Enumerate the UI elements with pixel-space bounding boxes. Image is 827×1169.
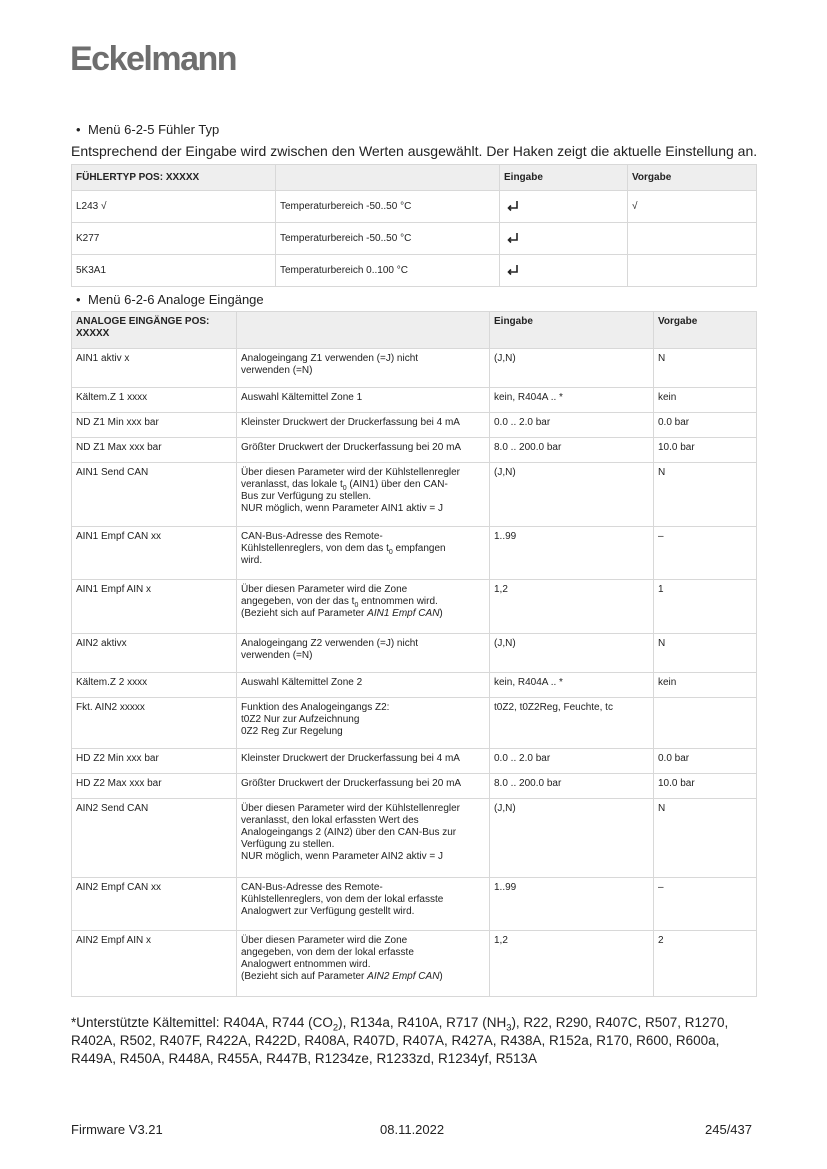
description-line: (Bezieht sich auf Parameter AIN1 Empf CAN) <box>241 608 443 619</box>
default-value-cell: 2 <box>654 931 757 997</box>
parameter-description-cell <box>237 878 490 931</box>
default-cell <box>628 223 757 255</box>
section2-title: Menü 6-2-6 Analoge Eingänge <box>88 292 264 307</box>
input-range-cell: (J,N) <box>490 799 654 878</box>
table-row <box>72 878 757 931</box>
parameter-description-cell <box>237 388 490 413</box>
input-range-cell: 1,2 <box>490 931 654 997</box>
table-row <box>72 673 757 698</box>
default-value-cell: – <box>654 878 757 931</box>
eckelmann-logo: Eckelmann <box>70 40 237 78</box>
input-range-cell: 0.0 .. 2.0 bar <box>490 749 654 774</box>
header-cell <box>237 312 490 349</box>
description-line: Kleinster Druckwert der Druckerfassung bei 4 mA <box>241 417 460 428</box>
parameter-name-cell: HD Z2 Max xxx bar <box>72 774 237 799</box>
table-row <box>72 749 757 774</box>
description-line: Analogeingang Z1 verwenden (=J) nicht <box>241 353 419 364</box>
header-cell: Vorgabe <box>628 165 757 191</box>
parameter-description-cell <box>237 673 490 698</box>
table-header-row <box>72 312 757 349</box>
description-line: Kühlstellenreglers, von dem das $t_0$ empfangen <box>241 543 446 556</box>
description-line: 0Z2 Reg Zur Regelung <box>241 726 343 737</box>
table-row <box>72 413 757 438</box>
default-value-cell: kein <box>654 388 757 413</box>
default-value-cell: N <box>654 349 757 388</box>
input-range-cell: kein, R404A .. * <box>490 388 654 413</box>
refrigerant-footnote: *Unterstützte Kältemittel: R404A, R744 $(CO_2)$, R134a, R410A, R717 $(NH_3)$, R22, R290, R407C, R507, R1270, R402A, R502, R407F, R422A, R422D, R408A, R407D, R407A, R427A, R438A, R152a, R170, R600, R600a, R449A, R450A, R448A, R455A, R447B, R1234ze, R1233zd, R1234yf, R513A <box>71 1015 729 1066</box>
description-line: NUR möglich, wenn Parameter AIN2 aktiv = J <box>241 851 444 862</box>
parameter-description-cell <box>237 634 490 673</box>
header-cell: Eingabe <box>500 165 628 191</box>
enter-icon <box>506 265 520 276</box>
description-line: Auswahl Kältemittel Zone 1 <box>241 392 363 403</box>
parameter-name-cell: AIN1 Empf CAN xx <box>72 527 237 580</box>
description-line: CAN-Bus-Adresse des Remote- <box>241 531 383 542</box>
table-row <box>72 774 757 799</box>
description-line: Größter Druckwert der Druckerfassung bei 20 mA <box>241 778 462 789</box>
parameter-description-cell <box>237 413 490 438</box>
footer-date: 08.11.2022 <box>380 1122 445 1137</box>
description-line: Über diesen Parameter wird die Zone <box>241 584 408 595</box>
table-row <box>72 388 757 413</box>
input-range-cell: t0Z2, t0Z2Reg, Feuchte, tc <box>490 698 654 749</box>
analog-inputs-table <box>71 311 757 997</box>
description-line: veranlasst, das lokale $t_0$ (AIN1) über den CAN- <box>241 479 448 492</box>
sensor-name-cell: L243 √ <box>72 191 276 223</box>
enter-icon <box>506 201 520 212</box>
default-cell: √ <box>628 191 757 223</box>
input-range-cell: 1..99 <box>490 878 654 931</box>
description-line: Größter Druckwert der Druckerfassung bei 20 mA <box>241 442 462 453</box>
header-cell: Eingabe <box>490 312 654 349</box>
description-line: Analogeingang Z2 verwenden (=J) nicht <box>241 638 419 649</box>
description-line: Über diesen Parameter wird der Kühlstellenregler <box>241 467 460 478</box>
section1-intro: Entsprechend der Eingabe wird zwischen den Werten ausgewählt. Der Haken zeigt die aktuelle Einstellung an. <box>71 143 758 159</box>
table-header-row <box>72 165 757 191</box>
input-range-cell: 8.0 .. 200.0 bar <box>490 438 654 463</box>
description-line: (Bezieht sich auf Parameter AIN2 Empf CAN) <box>241 971 443 982</box>
input-range-cell: (J,N) <box>490 463 654 527</box>
parameter-name-cell: Kältem.Z 2 xxxx <box>72 673 237 698</box>
sensor-range-cell: Temperaturbereich 0..100 °C <box>276 255 500 287</box>
parameter-description-cell <box>237 349 490 388</box>
parameter-name-cell: ND Z1 Max xxx bar <box>72 438 237 463</box>
input-cell <box>500 255 628 287</box>
input-range-cell: kein, R404A .. * <box>490 673 654 698</box>
description-line: angegeben, von dem der lokal erfasste <box>241 947 414 958</box>
description-line: wird. <box>241 555 263 566</box>
default-value-cell: 10.0 bar <box>654 438 757 463</box>
description-line: t0Z2 Nur zur Aufzeichnung <box>241 714 360 725</box>
parameter-name-cell: AIN1 Empf AIN x <box>72 580 237 634</box>
sensor-range-cell: Temperaturbereich -50..50 °C <box>276 223 500 255</box>
footer-page-number: 245/437 <box>705 1122 752 1137</box>
parameter-name-cell: ND Z1 Min xxx bar <box>72 413 237 438</box>
parameter-name-cell: AIN1 Send CAN <box>72 463 237 527</box>
default-value-cell: N <box>654 463 757 527</box>
parameter-name-cell: AIN1 aktiv x <box>72 349 237 388</box>
table-row <box>72 223 757 255</box>
description-line: CAN-Bus-Adresse des Remote- <box>241 882 383 893</box>
description-line: Auswahl Kältemittel Zone 2 <box>241 677 363 688</box>
description-line: Über diesen Parameter wird die Zone <box>241 935 408 946</box>
input-range-cell: (J,N) <box>490 349 654 388</box>
description-line: Kleinster Druckwert der Druckerfassung bei 4 mA <box>241 753 460 764</box>
table-row <box>72 931 757 997</box>
parameter-description-cell <box>237 774 490 799</box>
description-line: veranlasst, den lokal erfassten Wert des <box>241 815 419 826</box>
table-row <box>72 527 757 580</box>
default-value-cell: 0.0 bar <box>654 749 757 774</box>
parameter-description-cell <box>237 799 490 878</box>
input-cell <box>500 223 628 255</box>
table-row <box>72 634 757 673</box>
default-value-cell: N <box>654 799 757 878</box>
default-value-cell: 0.0 bar <box>654 413 757 438</box>
parameter-name-cell: AIN2 Send CAN <box>72 799 237 878</box>
sensor-type-table <box>71 164 757 287</box>
header-cell: FÜHLERTYP POS: XXXXX <box>72 165 276 191</box>
parameter-description-cell <box>237 749 490 774</box>
description-line: angegeben, von der das $t_0$ entnommen wird. <box>241 596 438 609</box>
input-cell <box>500 191 628 223</box>
description-line: Analogeingangs 2 (AIN2) über den CAN-Bus zur <box>241 827 457 838</box>
table-row <box>72 438 757 463</box>
description-line: Analogwert entnommen wird. <box>241 959 371 970</box>
table-row <box>72 463 757 527</box>
parameter-name-cell: AIN2 aktivx <box>72 634 237 673</box>
table-row <box>72 799 757 878</box>
parameter-description-cell <box>237 527 490 580</box>
description-line: Analogwert zur Verfügung gestellt wird. <box>241 906 415 917</box>
table-row <box>72 349 757 388</box>
input-range-cell: 1,2 <box>490 580 654 634</box>
input-range-cell: 1..99 <box>490 527 654 580</box>
default-value-cell: 10.0 bar <box>654 774 757 799</box>
default-value-cell: N <box>654 634 757 673</box>
description-line: Bus zur Verfügung zu stellen. <box>241 491 372 502</box>
default-value-cell: – <box>654 527 757 580</box>
parameter-description-cell <box>237 463 490 527</box>
sensor-name-cell: K277 <box>72 223 276 255</box>
description-line: Funktion des Analogeingangs Z2: <box>241 702 390 713</box>
description-line: verwenden (=N) <box>241 365 313 376</box>
table-row <box>72 698 757 749</box>
default-value-cell <box>654 698 757 749</box>
header-cell: Vorgabe <box>654 312 757 349</box>
default-value-cell: kein <box>654 673 757 698</box>
parameter-description-cell <box>237 580 490 634</box>
parameter-name-cell: AIN2 Empf AIN x <box>72 931 237 997</box>
parameter-name-cell: Kältem.Z 1 xxxx <box>72 388 237 413</box>
description-line: verwenden (=N) <box>241 650 313 661</box>
parameter-description-cell <box>237 438 490 463</box>
enter-icon <box>506 233 520 244</box>
header-cell <box>276 165 500 191</box>
header-cell: ANALOGE EINGÄNGE POS: XXXXX <box>72 312 237 349</box>
section2-heading: • Menü 6-2-6 Analoge Eingänge <box>76 292 264 307</box>
table-row <box>72 191 757 223</box>
parameter-description-cell <box>237 931 490 997</box>
description-line: Kühlstellenreglers, von dem der lokal erfasste <box>241 894 444 905</box>
table-row <box>72 580 757 634</box>
description-line: Über diesen Parameter wird der Kühlstellenregler <box>241 803 460 814</box>
description-line: NUR möglich, wenn Parameter AIN1 aktiv = J <box>241 503 444 514</box>
section1-title: Menü 6-2-5 Fühler Typ <box>88 122 220 137</box>
parameter-name-cell: AIN2 Empf CAN xx <box>72 878 237 931</box>
default-value-cell: 1 <box>654 580 757 634</box>
sensor-name-cell: 5K3A1 <box>72 255 276 287</box>
parameter-description-cell <box>237 698 490 749</box>
default-cell <box>628 255 757 287</box>
parameter-name-cell: Fkt. AIN2 xxxxx <box>72 698 237 749</box>
parameter-name-cell: HD Z2 Min xxx bar <box>72 749 237 774</box>
footer-firmware: Firmware V3.21 <box>71 1122 163 1137</box>
sensor-range-cell: Temperaturbereich -50..50 °C <box>276 191 500 223</box>
description-line: Verfügung zu stellen. <box>241 839 335 850</box>
table-row <box>72 255 757 287</box>
section1-heading: • Menü 6-2-5 Fühler Typ <box>76 122 220 137</box>
input-range-cell: (J,N) <box>490 634 654 673</box>
input-range-cell: 8.0 .. 200.0 bar <box>490 774 654 799</box>
input-range-cell: 0.0 .. 2.0 bar <box>490 413 654 438</box>
